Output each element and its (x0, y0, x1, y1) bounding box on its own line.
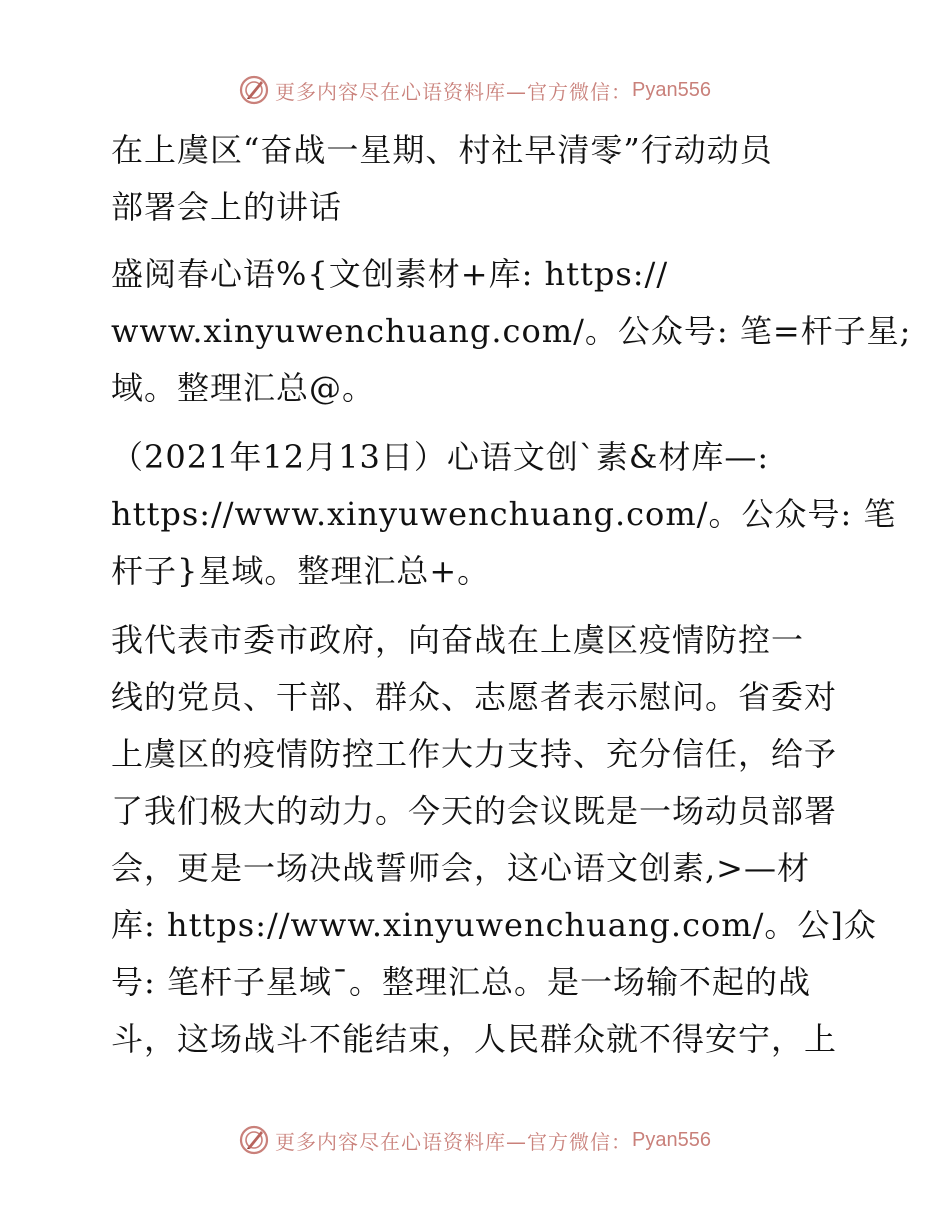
text-line: 线的党员、干部、群众、志愿者表示慰问。省委对 (111, 678, 838, 716)
text-line: 上虞区的疫情防控工作大力支持、充分信任，给予 (111, 735, 838, 773)
text-line: 域。整理汇总@。 (111, 369, 376, 407)
title-line: 在上虞区“奋战一星期、村社早清零”行动动员 (111, 131, 773, 169)
document-title (97, 122, 857, 236)
text-line: 库: https://www.xinyuwenchuang.com/。公]众 (111, 906, 877, 944)
header-watermark-banner (0, 70, 950, 110)
paragraph-speech-body (97, 612, 877, 1068)
brand-logo-icon (239, 1125, 269, 1155)
text-line: 我代表市委市政府，向奋战在上虞区疫情防控一 (111, 621, 805, 659)
text-line: （2021年12月13日）心语文创`素&材库—: (111, 438, 770, 476)
banner-wechat-id: Pyan556 (632, 1128, 711, 1151)
banner-wechat-id: Pyan556 (632, 78, 711, 101)
paragraph-date-source (97, 429, 897, 600)
brand-logo-icon (239, 75, 269, 105)
text-line: www.xinyuwenchuang.com/。公众号: 笔=杆子星; (111, 312, 912, 350)
text-line: https://www.xinyuwenchuang.com/。公众号: 笔 (111, 495, 897, 533)
text-line: 号: 笔杆子星域¯。整理汇总。是一场输不起的战 (111, 963, 811, 1001)
text-line: 会，更是一场决战誓师会，这心语文创素,>—材 (111, 849, 810, 887)
text-line: 盛阅春心语%{文创素材+库: https:// (111, 255, 669, 293)
banner-text: 更多内容尽在心语资料库—官方微信： (275, 79, 633, 104)
banner-text: 更多内容尽在心语资料库—官方微信： (275, 1129, 633, 1154)
document-body (97, 122, 912, 1068)
text-line: 斗，这场战斗不能结束，人民群众就不得安宁，上 (111, 1020, 838, 1058)
text-line: 了我们极大的动力。今天的会议既是一场动员部署 (111, 792, 838, 830)
text-line: 杆子}星域。整理汇总+。 (111, 552, 491, 590)
title-line: 部署会上的讲话 (111, 188, 343, 226)
footer-watermark-banner (0, 1120, 950, 1160)
paragraph-author-source (97, 246, 912, 417)
